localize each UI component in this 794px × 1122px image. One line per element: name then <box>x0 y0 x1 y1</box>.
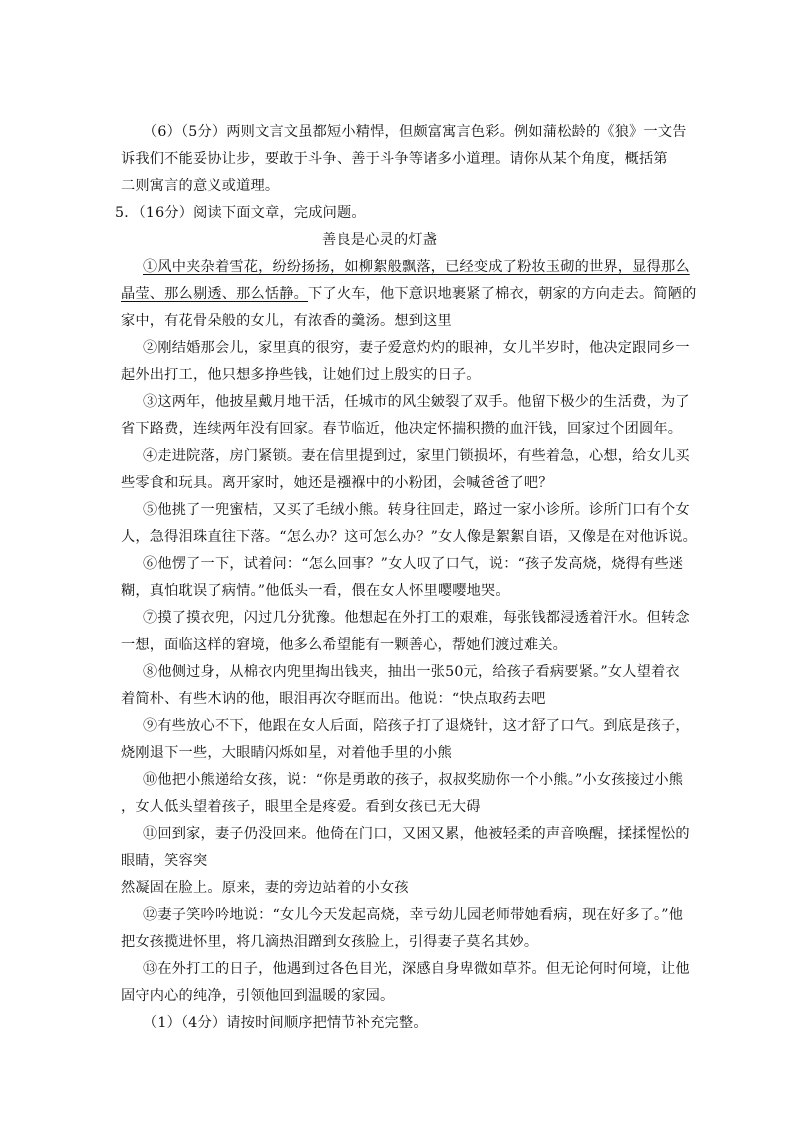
paragraph-9-line-2: 烧刚退下一些，大眼睛闪烁如星，对着他手里的小熊 <box>121 745 452 761</box>
paragraph-12-line-2: 把女孩揽进怀里，将几滴热泪蹭到女孩脸上，引得妻子莫名其妙。 <box>121 934 539 950</box>
paragraph-8-line-2: 着简朴、有些木讷的他，眼泪再次夺眶而出。他说：“快点取药去吧 <box>121 691 546 707</box>
question-5-header: 5．（16分）阅读下面文章，完成问题。 <box>115 205 366 221</box>
q6-line-1: （6）（5分）两则文言文虽都短小精悍，但颇富寓言色彩。例如蒲松龄的《狼》一文告 <box>143 124 687 140</box>
paragraph-11-line-1: ⑪回到家，妻子仍没回来。他倚在门口，又困又累，他被轻柔的声音唤醒，揉揉惺忪的 <box>143 826 690 842</box>
paragraph-4-line-1: ④走进院落，房门紧锁。妻在信里提到过，家里门锁损坏，有些着急，心想，给女儿买 <box>143 448 690 464</box>
paragraph-10-line-1: ⑩他把小熊递给女孩，说：“你是勇敢的孩子，叔叔奖励你一个小熊。”小女孩接过小熊 <box>143 772 684 788</box>
paragraph-3-line-1: ③这两年，他披星戴月地干活，任城市的风尘皴裂了双手。他留下极少的生活费，为了 <box>143 394 690 410</box>
paragraph-6-line-2: 糊，真怕耽误了病情。”他低头一看，偎在女人怀里嘤嘤地哭。 <box>121 583 510 599</box>
paragraph-1-underlined-end: 晶莹、那么剔透、那么恬静。 <box>121 286 309 302</box>
paragraph-5-line-2: 人，急得泪珠直往下落。“怎么办？这可怎么办？”女人像是絮絮自语，又像是在对他诉说。 <box>121 529 698 545</box>
paragraph-2-line-2: 起外出打工，他只想多挣些钱，让她们过上殷实的日子。 <box>121 367 481 383</box>
paragraph-4-line-2: 些零食和玩具。离开家时，她还是襁褓中的小粉团，会喊爸爸了吧？ <box>121 475 553 491</box>
paragraph-11-line-3: 然凝固在脸上。原来，妻的旁边站着的小女孩 <box>121 880 409 896</box>
paragraph-13-line-2: 固守内心的纯净，引领他回到温暖的家园。 <box>121 988 395 1004</box>
paragraph-13-line-1: ⑬在外打工的日子，他遇到过各色目光，深感自身卑微如草芥。但无论何时何境，让他 <box>143 961 690 977</box>
q6-line-2: 诉我们不能妥协让步，要敢于斗争、善于斗争等诸多小道理。请你从某个角度，概括第 <box>121 151 668 167</box>
paragraph-1-line-3: 家中，有花骨朵般的女儿，有浓香的羹汤。想到这里 <box>121 313 452 329</box>
paragraph-5-line-1: ⑤他挑了一兜蜜桔，又买了毛绒小熊。转身往回走，路过一家小诊所。诊所门口有个女 <box>143 502 690 518</box>
paragraph-1-continuation: 下了火车，他下意识地裹紧了棉衣，朝家的方向走去。简陋的 <box>308 286 697 302</box>
paragraph-9-line-1: ⑨有些放心不下，他跟在女人后面，陪孩子打了退烧针，这才舒了口气。到底是孩子， <box>143 718 690 734</box>
paragraph-1-line-1: ①风中夹杂着雪花，纷纷扬扬，如柳絮般飘落，已经变成了粉妆玉砌的世界，显得那么 <box>143 259 690 275</box>
q6-line-3: 二则寓言的意义或道理。 <box>121 178 280 194</box>
paragraph-1-line-2 <box>121 284 697 304</box>
paragraph-2-line-1: ②刚结婚那会儿，家里真的很穷，妻子爱意灼灼的眼神，女儿半岁时，他决定跟同乡一 <box>143 340 690 356</box>
paragraph-11-line-2: 眼睛，笑容突 <box>121 853 208 869</box>
paragraph-8-line-1: ⑧他侧过身，从棉衣内兜里掏出钱夹，抽出一张50元，给孩子看病要紧。”女人望着衣 <box>143 664 680 680</box>
sub-question-1: （1）（4分）请按时间顺序把情节补充完整。 <box>143 1015 428 1031</box>
paragraph-7-line-2: 一想，面临这样的窘境，他多么希望能有一颗善心，帮她们渡过难关。 <box>121 637 568 653</box>
paragraph-10-line-2: ，女人低头望着孩子，眼里全是疼爱。看到女孩已无大碍 <box>121 799 481 815</box>
paragraph-3-line-2: 省下路费，连续两年没有回家。春节临近，他决定怀揣积攒的血汗钱，回家过个团圆年。 <box>121 421 683 437</box>
article-title: 善良是心灵的灯盏 <box>322 232 438 248</box>
paragraph-12-line-1: ⑫妻子笑吟吟地说：“女儿今天发起高烧，幸亏幼儿园老师带她看病，现在好多了。”他 <box>143 907 684 923</box>
paragraph-7-line-1: ⑦摸了摸衣兜，闪过几分犹豫。他想起在外打工的艰难，每张钱都浸透着汗水。但转念 <box>143 610 690 626</box>
paragraph-6-line-1: ⑥他愣了一下，试着问：“怎么回事？”女人叹了口气，说：“孩子发高烧，烧得有些迷 <box>143 556 684 572</box>
